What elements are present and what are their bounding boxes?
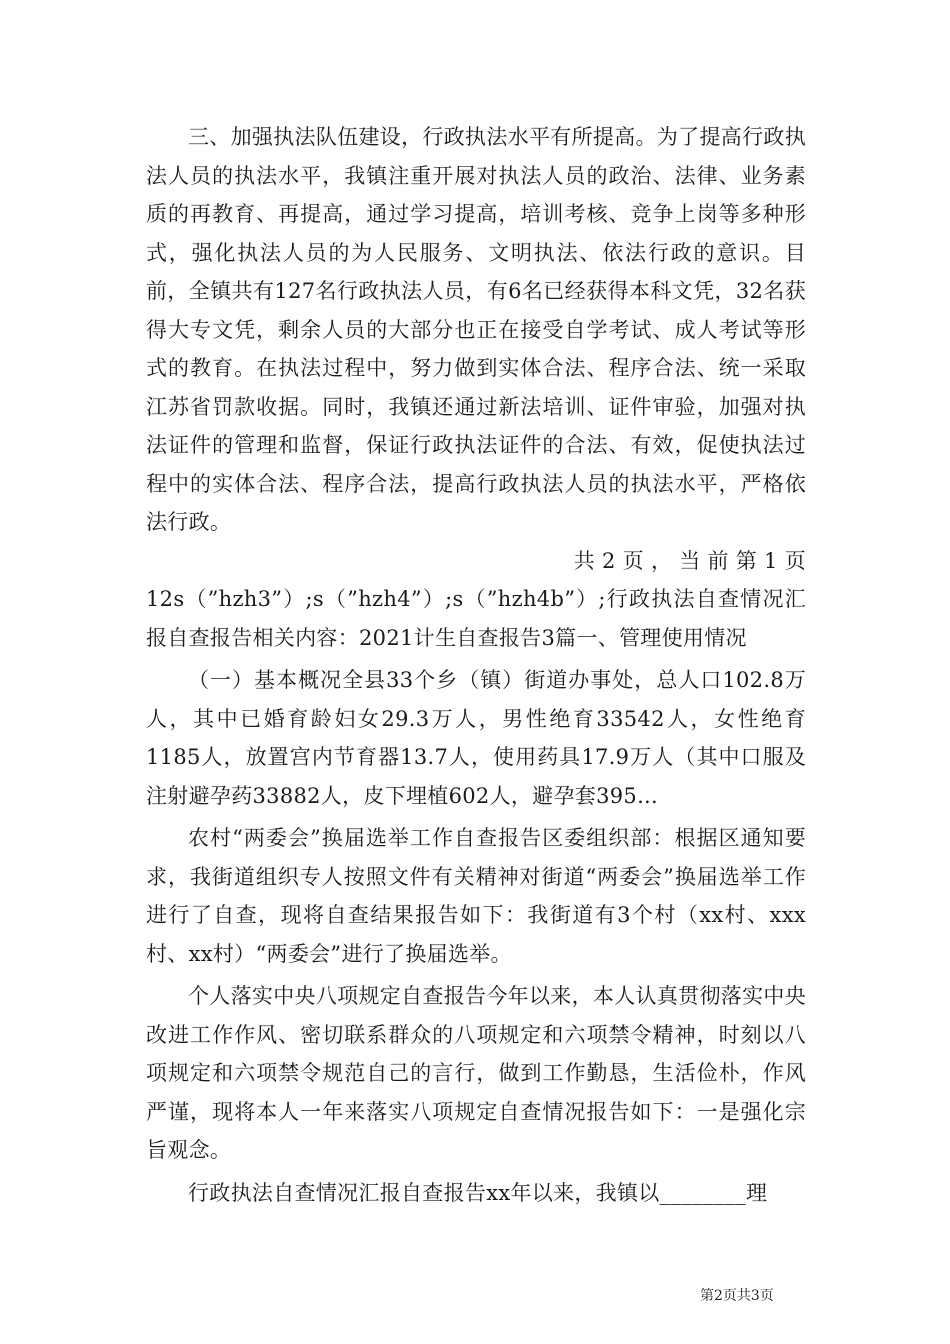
- paragraph-village-election: 农村“两委会”换届选举工作自查报告区委组织部：根据区通知要求，我街道组织专人按照文件有关精神对街道“两委会”换届选举工作进行了自查，现将自查结果报告如下：我街道有3个村（xx村、xxx村、xx村）“两委会”进行了换届选举。: [146, 826, 806, 966]
- paragraph-basic-overview: （一）基本概况全县33个乡（镇）街道办事处，总人口102.8万人，其中已婚育龄妇女29.3万人，男性绝育33542人，女性绝育1185人，放置宫内节育器13.7人，使用药具17.9万人（其中口服及注射避孕药33882人，皮下埋植602人，避孕套395...: [146, 668, 806, 808]
- paragraph-related-content: 12s（”hzh3”）;s（”hzh4”）;s（”hzh4b”）;行政执法自查情况汇报自查报告相关内容：2021计生自查报告3篇一、管理使用情况: [146, 587, 806, 650]
- page-footer: 第2页共3页: [700, 1288, 774, 1304]
- page-indicator: 共 2 页 ， 当 前 第 1 页: [573, 548, 806, 573]
- paragraph-eight-rules: 个人落实中央八项规定自查报告今年以来，本人认真贯彻落实中央改进工作作风、密切联系群众的八项规定和六项禁令精神，时刻以八项规定和六项禁令规范自己的言行，做到工作勤恳，生活俭朴，作风严谨，现将本人一年来落实八项规定自查情况报告如下：一是强化宗旨观念。: [146, 984, 806, 1162]
- document-body: [146, 118, 806, 1212]
- paragraph-self-inspection: 行政执法自查情况汇报自查报告xx年以来，我镇以________理: [188, 1180, 768, 1205]
- paragraph-law-enforcement-team: 三、加强执法队伍建设，行政执法水平有所提高。为了提高行政执法人员的执法水平，我镇注重开展对执法人员的政治、法律、业务素质的再教育、再提高，通过学习提高，培训考核、竞争上岗等多种形式，强化执法人员的为人民服务、文明执法、依法行政的意识。目前，全镇共有127名行政执法人员，有6名已经获得本科文凭，32名获得大专文凭，剩余人员的大部分也正在接受自学考试、成人考试等形式的教育。在执法过程中，努力做到实体合法、程序合法、统一采取江苏省罚款收据。同时，我镇还通过新法培训、证件审验，加强对执法证件的管理和监督，保证行政执法证件的合法、有效，促使执法过程中的实体合法、程序合法，提高行政执法人员的执法水平，严格依法行政。: [146, 125, 806, 534]
